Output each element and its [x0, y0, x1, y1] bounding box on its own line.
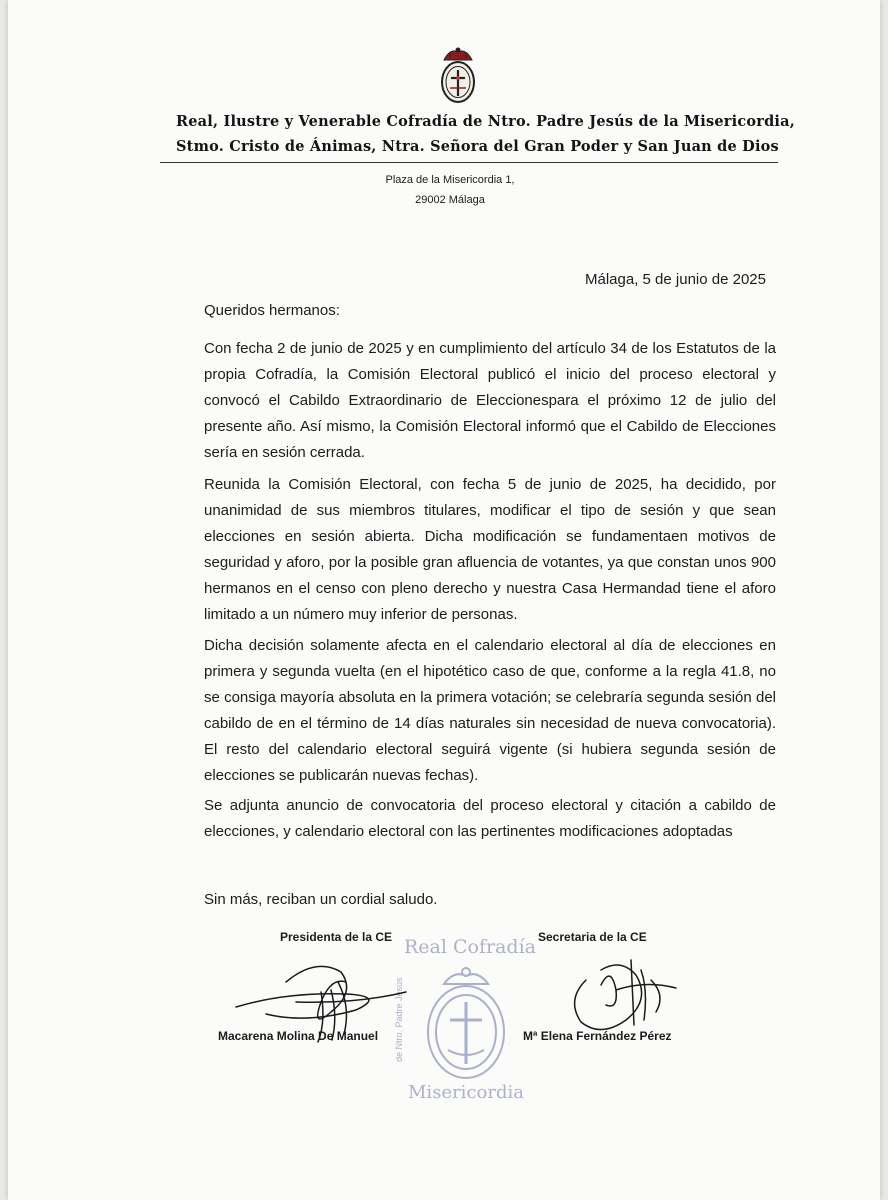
address-line-1: Plaza de la Misericordia 1,: [385, 174, 515, 186]
signatory-name-left: Macarena Molina De Manuel: [218, 1029, 379, 1043]
signatory-title-right: Secretaria de la CE: [538, 930, 647, 944]
crest-emblem-icon: [436, 44, 480, 108]
address: [380, 170, 520, 210]
closing-salutation: Sin más, reciban un cordial saludo.: [204, 891, 438, 908]
letter-date: Málaga, 5 de junio de 2025: [585, 271, 766, 288]
brotherhood-name-line-2: Stmo. Cristo de Ánimas, Ntra. Señora del Gran Poder y San Juan de Dios: [176, 138, 779, 155]
greeting: Queridos hermanos:: [204, 302, 340, 319]
svg-text:de Ntro. Padre Jesús: de Ntro. Padre Jesús: [394, 977, 404, 1062]
signatory-name-right: Mª Elena Fernández Pérez: [523, 1029, 672, 1043]
stamp-text-top: Real Cofradía: [404, 936, 536, 958]
body-paragraph: Se adjunta anuncio de convocatoria del proceso electoral y citación a cabildo de elecciones, y calendario electoral con las pertinentes modificaciones adoptadas: [204, 797, 776, 840]
stamp-text-bottom: Misericordia: [408, 1082, 524, 1103]
letter-page: [8, 0, 880, 1200]
brotherhood-name-line-1: Real, Ilustre y Venerable Cofradía de Ntro. Padre Jesús de la Misericordia,: [176, 113, 795, 130]
body-paragraph: Reunida la Comisión Electoral, con fecha 5 de junio de 2025, ha decidido, por unanimidad de sus miembros titulares, modificar el tipo de sesión y que sean elecciones en sesión abierta. Dicha modificación se fundamentaen motivos de seguridad y aforo, por la posible gran afluencia de votantes, ya que constan unos 900 hermanos en el censo con pleno derecho y nuestra Casa Hermandad tiene el aforo limitado a un número muy inferior de personas.: [204, 476, 776, 623]
header-divider: [160, 162, 778, 163]
signatory-title-left: Presidenta de la CE: [280, 930, 393, 944]
body-paragraph: Dicha decisión solamente afecta en el calendario electoral al día de elecciones en primera y segunda vuelta (en el hipotético caso de que, conforme a la regla 41.8, no se consiga mayoría absoluta en la primera votación; se celebraría segunda sesión del cabildo de en el término de 14 días naturales sin necesidad de nueva convocatoria). El resto del calendario electoral seguirá vigente (si hubiera segunda sesión de elecciones se publicarán nuevas fechas).: [204, 637, 776, 784]
signature-right: [556, 950, 686, 1040]
address-line-2: 29002 Málaga: [415, 194, 485, 206]
body-paragraph: Con fecha 2 de junio de 2025 y en cumplimiento del artículo 34 de los Estatutos de la propia Cofradía, la Comisión Electoral publicó el inicio del proceso electoral y convocó el Cabildo Extraordinario de Eleccionespara el próximo 12 de julio del presente año. Así mismo, la Comisión Electoral informó que el Cabildo de Elecciones sería en sesión cerrada.: [204, 340, 776, 461]
